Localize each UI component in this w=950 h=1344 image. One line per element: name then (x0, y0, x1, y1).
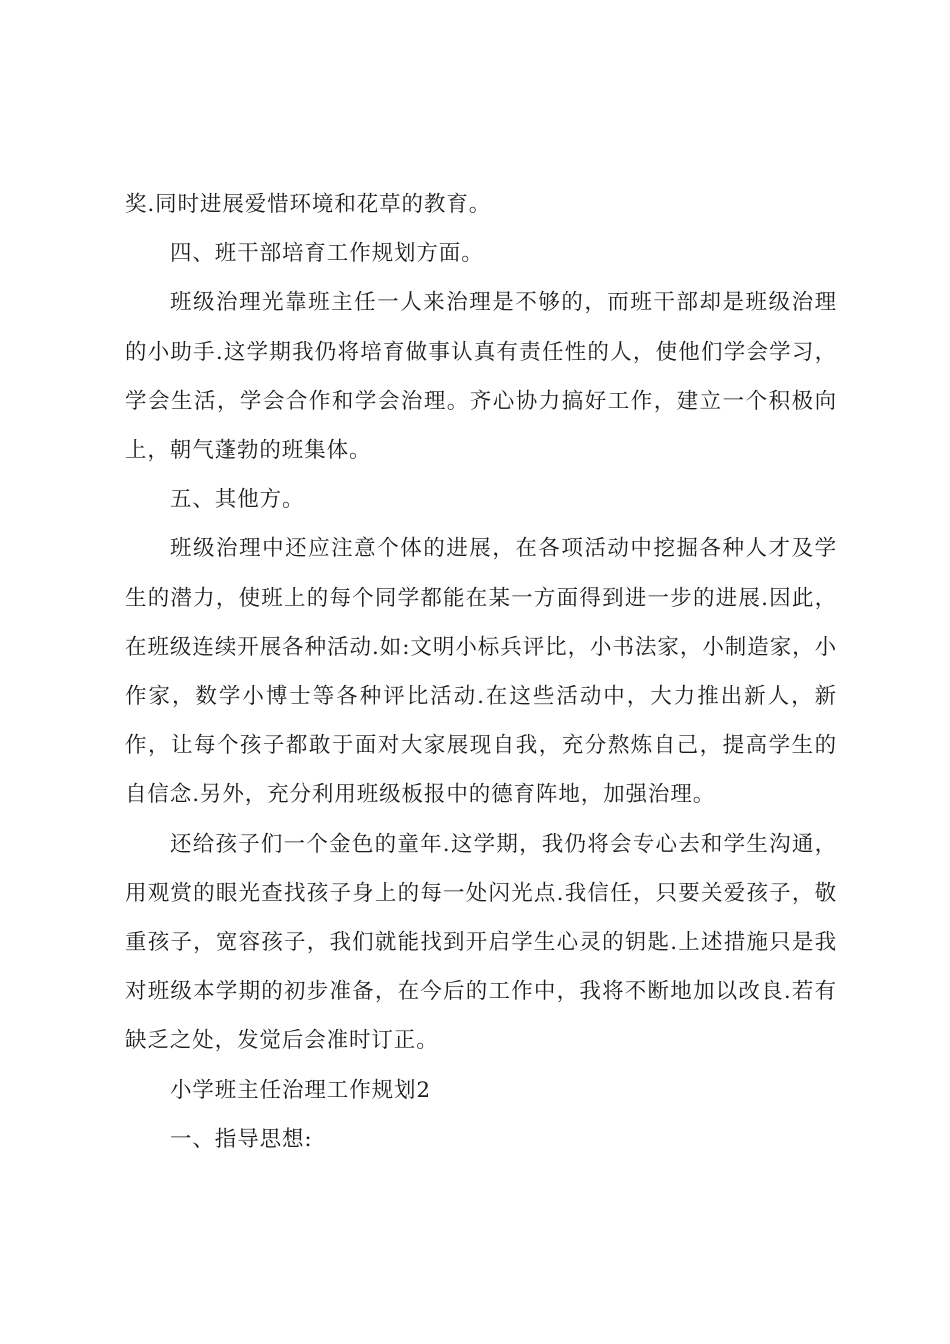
section-heading-4: 四、班干部培育工作规划方面。 (170, 241, 484, 267)
paragraph-individual-development: 班级治理中还应注意个体的进展，在各项活动中挖掘各种人才及学生的潜力，使班上的每个同学都能在某一方面得到进一步的进展.因此，在班级连续开展各种活动.如:文明小标兵评比，小书法家，小制造家，小作家，数学小博士等各种评比活动.在这些活动中，大力推出新人，新作，让每个孩子都敢于面对大家展现自我，充分熬炼自己，提高学生的自信念.另外，充分利用班级板报中的德育阵地，加强治理。 (125, 536, 837, 808)
section-heading-1: 一、指导思想: (170, 1126, 313, 1152)
paragraph-1: 奖.同时进展爱惜环境和花草的教育。 (125, 192, 492, 217)
paragraph-class-cadre: 班级治理光靠班主任一人来治理是不够的，而班干部却是班级治理的小助手.这学期我仍将培育做事认真有责任性的人，使他们学会学习，学会生活，学会合作和学会治理。齐心协力搞好工作，建立一个积极向上，朝气蓬勃的班集体。 (125, 290, 837, 464)
paragraph-golden-childhood: 还给孩子们一个金色的童年.这学期，我仍将会专心去和学生沟通，用观赏的眼光查找孩子身上的每一处闪光点.我信任，只要关爱孩子，敬重孩子，宽容孩子，我们就能找到开启学生心灵的钥匙.上述措施只是我对班级本学期的初步准备，在今后的工作中，我将不断地加以改良.若有缺乏之处，发觉后会准时订正。 (125, 831, 837, 1054)
section-heading-5: 五、其他方。 (170, 487, 305, 513)
document-subtitle: 小学班主任治理工作规划2 (170, 1077, 431, 1103)
document-body (125, 180, 837, 1164)
